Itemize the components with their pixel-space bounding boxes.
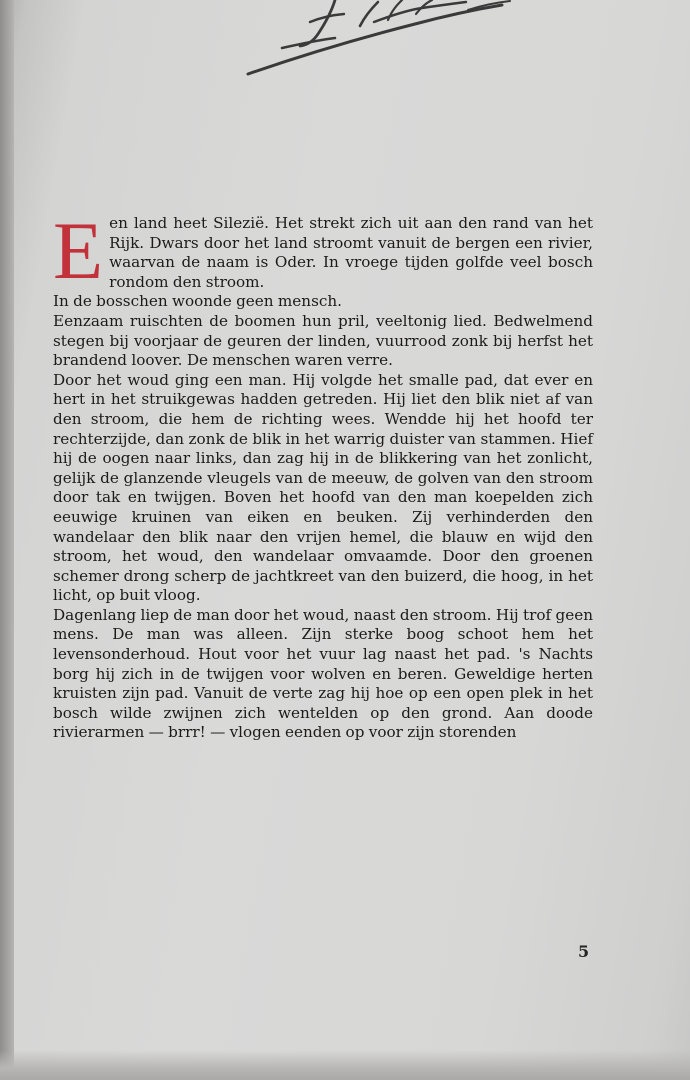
paragraph-5: Dagenlang liep de man door het woud, naast den stroom. Hij trof geen mens. De man was alleen. Zijn sterke boog schoot hem het levensonderhoud. Hout voor het vuur lag naast het pad. 's Nachts borg hij zich in de twijgen voor wolven en beren. Geweldige herten kruisten zijn pad. Vanuit de verte zag hij hoe op een open plek in het bosch wilde zwijnen zich wentelden op den grond. Aan doode rivierarmen — brrr! — vlogen eenden op voor zijn storenden — [53, 605, 593, 742]
page-gutter-shadow — [0, 0, 14, 1080]
page-number: 5 — [578, 942, 590, 961]
handwritten-signature — [240, 0, 530, 80]
paragraph-2: In de bosschen woonde geen mensch. — [53, 292, 342, 311]
paragraph-4: Door het woud ging een man. Hij volgde het smalle pad, dat ever en hert in het struikgewas hadden getreden. Hij liet den blik niet af van den stroom, die hem de richting wees. Wendde hij het hoofd ter rechterzijde, dan zonk de blik in het warrig duister van stammen. Hief hij de oogen naar links, dan zag hij in de blikkering van het zonlicht, gelijk de glanzende vleugels van de meeuw, de golven van den stroom door tak en twijgen. Boven het hoofd van den man koepelden zich eeuwige kruinen van eiken en beuken. Zij verhinderden den wandelaar den blik naar den vrijen hemel, die blauw en wijd den stroom, het woud, den wandelaar omvaamde. Door den groenen schemer drong scherp de jachtkreet van den buizerd, die hoog, in het licht, op buit vloog. — [53, 370, 593, 605]
drop-cap: E — [53, 205, 104, 296]
page-bottom-edge — [0, 1050, 690, 1080]
paragraph-1-text: en land heet Silezië. Het strekt zich uit aan den rand van het Rijk. Dwars door het land stroomt vanuit de bergen een rivier, waarvan de naam is Oder. In vroege tijden golfde veel bosch rondom den stroom. — [109, 214, 593, 291]
paragraph-3: Eenzaam ruischten de boomen hun pril, veeltonig lied. Bedwelmend stegen bij voorjaar de geuren der linden, vuurrood zonk bij herfst het brandend loover. De menschen waren verre. — [53, 311, 593, 370]
paragraph-1 — [53, 205, 593, 296]
chapter-text — [53, 205, 593, 743]
